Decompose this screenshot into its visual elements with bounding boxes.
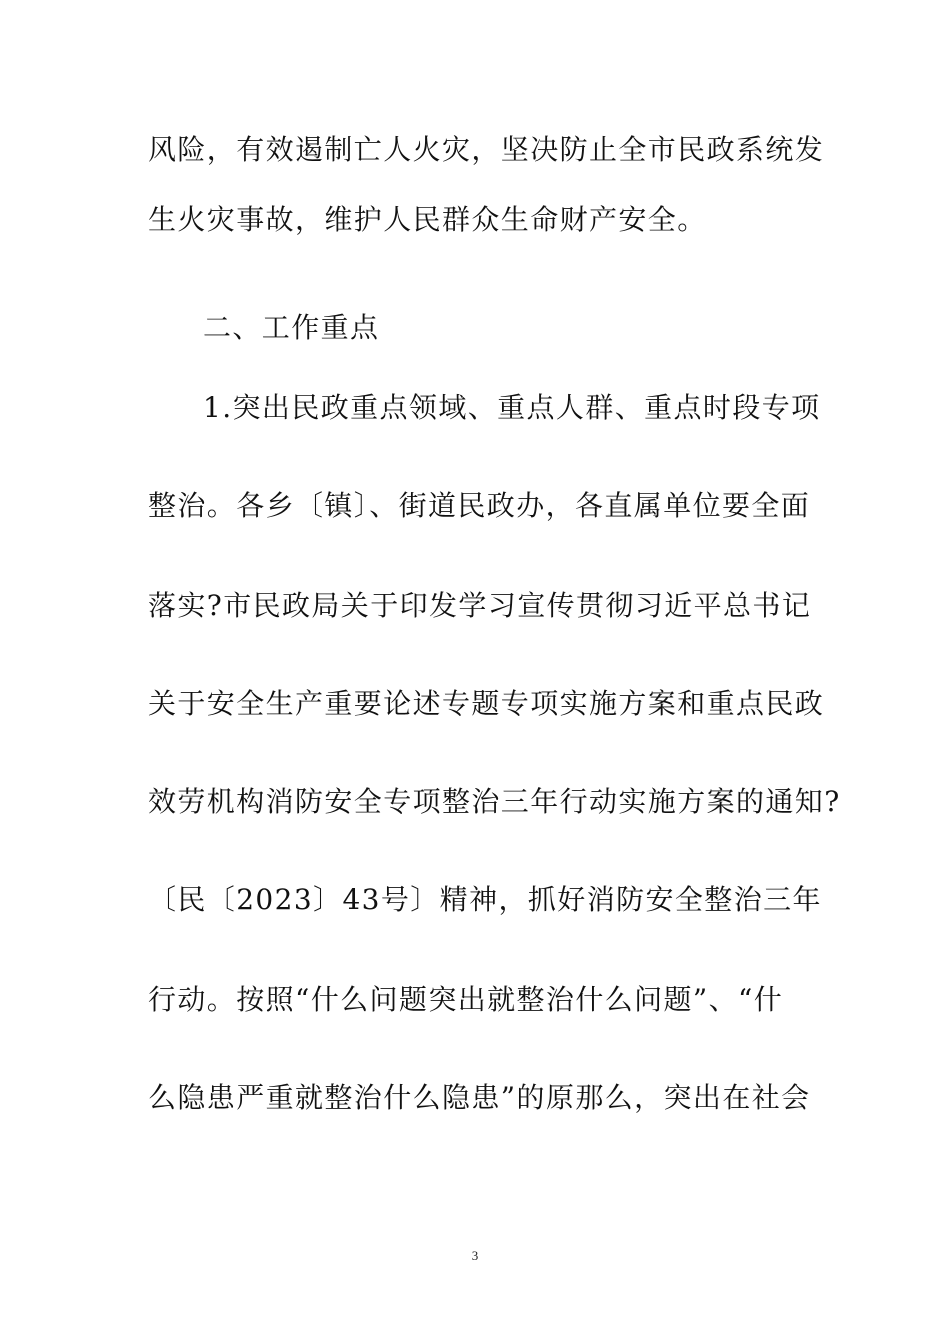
paragraph-line: 落实?市民政局关于印发学习宣传贯彻习近平总书记 [148,589,812,622]
paragraph-line: 关于安全生产重要论述专题专项实施方案和重点民政 [148,687,825,720]
section-heading: 二、工作重点 [203,311,380,344]
paragraph-line: 生火灾事故，维护人民群众生命财产安全。 [148,203,707,236]
paragraph-line: 风险，有效遏制亡人火灾，坚决防止全市民政系统发 [148,133,825,166]
paragraph-line: 效劳机构消防安全专项整治三年行动实施方案的通知? [148,785,841,818]
page-number: 3 [471,1248,479,1263]
paragraph-line: 〔民〔2023〕43号〕精神，抓好消防安全整治三年 [148,883,822,916]
paragraph-line: 行动。按照“什么问题突出就整治什么问题”、“什 [148,983,784,1016]
paragraph-line: 么隐患严重就整治什么隐患”的原那么，突出在社会 [148,1081,811,1114]
paragraph-line: 1.突出民政重点领域、重点人群、重点时段专项 [203,391,821,424]
paragraph-line: 整治。各乡〔镇〕、街道民政办，各直属单位要全面 [148,489,811,522]
